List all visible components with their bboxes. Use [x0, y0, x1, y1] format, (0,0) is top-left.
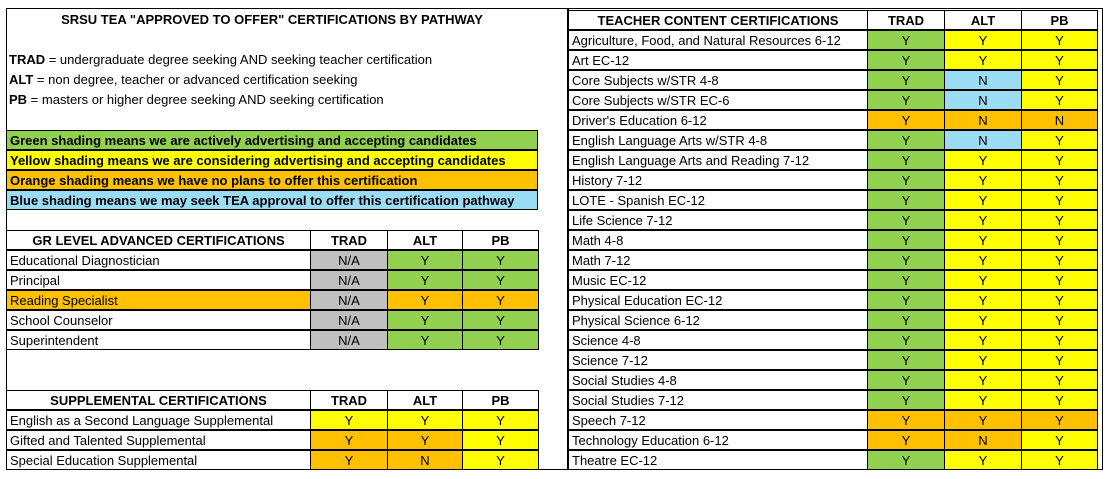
row-pb-value: Y [1021, 190, 1098, 210]
row-name: Technology Education 6-12 [568, 430, 868, 450]
row-trad-value: Y [867, 190, 945, 210]
row-name: History 7-12 [568, 170, 868, 190]
row-trad-value: Y [310, 430, 388, 450]
row-pb-value: Y [462, 250, 539, 270]
row-trad-value: Y [867, 270, 945, 290]
row-pb-value: Y [1021, 170, 1098, 190]
row-trad-value: N/A [310, 310, 388, 330]
row-pb-value: Y [1021, 330, 1098, 350]
row-pb-value: Y [462, 310, 539, 330]
row-trad-value: Y [867, 150, 945, 170]
row-trad-value: Y [867, 130, 945, 150]
row-name: English as a Second Language Supplemental [6, 410, 311, 430]
row-pb-value: Y [1021, 50, 1098, 70]
row-name: School Counselor [6, 310, 311, 330]
legend-orange: Orange shading means we have no plans to offer this certification [6, 170, 538, 190]
row-name: Superintendent [6, 330, 311, 350]
row-name: Social Studies 7-12 [568, 390, 868, 410]
row-alt-value: Y [944, 30, 1022, 50]
row-pb-value: Y [1021, 150, 1098, 170]
row-name: Science 7-12 [568, 350, 868, 370]
row-alt-value: Y [387, 430, 463, 450]
row-pb-value: Y [462, 330, 539, 350]
row-name: English Language Arts w/STR 4-8 [568, 130, 868, 150]
row-pb-value: Y [462, 290, 539, 310]
definition-pb [6, 90, 566, 110]
row-trad-value: Y [867, 410, 945, 430]
legend-green: Green shading means we are actively advertising and accepting candidates [6, 130, 538, 150]
row-pb-value: Y [462, 270, 539, 290]
row-alt-value: Y [944, 210, 1022, 230]
row-alt-value: Y [944, 450, 1022, 470]
row-alt-value: N [944, 70, 1022, 90]
row-name: Educational Diagnostician [6, 250, 311, 270]
row-name: Principal [6, 270, 311, 290]
row-trad-value: Y [867, 430, 945, 450]
row-pb-value: Y [462, 410, 539, 430]
definition-alt [6, 70, 566, 90]
row-trad-value: Y [867, 350, 945, 370]
row-trad-value: Y [867, 210, 945, 230]
row-alt-value: Y [944, 250, 1022, 270]
row-name: Life Science 7-12 [568, 210, 868, 230]
row-name: Agriculture, Food, and Natural Resources 6-12 [568, 30, 868, 50]
row-pb-value: Y [1021, 270, 1098, 290]
row-alt-value: Y [944, 330, 1022, 350]
row-alt-value: N [387, 450, 463, 470]
legend-blue: Blue shading means we may seek TEA approval to offer this certification pathway [6, 190, 538, 210]
definition-text: = non degree, teacher or advanced certification seeking [33, 72, 358, 87]
row-name: Theatre EC-12 [568, 450, 868, 470]
row-pb-value: Y [1021, 30, 1098, 50]
row-alt-value: Y [944, 50, 1022, 70]
row-trad-value: N/A [310, 290, 388, 310]
row-trad-value: Y [867, 230, 945, 250]
row-name: Driver's Education 6-12 [568, 110, 868, 130]
header-pb: PB [462, 390, 539, 410]
row-name: LOTE - Spanish EC-12 [568, 190, 868, 210]
row-pb-value: Y [462, 450, 539, 470]
row-alt-value: Y [944, 190, 1022, 210]
row-trad-value: N/A [310, 330, 388, 350]
row-trad-value: Y [867, 310, 945, 330]
row-alt-value: Y [387, 330, 463, 350]
row-pb-value: N [1021, 110, 1098, 130]
row-alt-value: Y [387, 270, 463, 290]
row-pb-value: Y [1021, 290, 1098, 310]
row-trad-value: Y [867, 110, 945, 130]
row-name: Special Education Supplemental [6, 450, 311, 470]
row-pb-value: Y [1021, 410, 1098, 430]
row-trad-value: Y [867, 330, 945, 350]
row-trad-value: Y [867, 250, 945, 270]
row-alt-value: Y [944, 230, 1022, 250]
header-name: TEACHER CONTENT CERTIFICATIONS [568, 10, 868, 30]
row-alt-value: Y [944, 270, 1022, 290]
row-trad-value: Y [867, 390, 945, 410]
definition-text: = masters or higher degree seeking AND seeking certification [27, 92, 384, 107]
row-alt-value: Y [387, 310, 463, 330]
row-alt-value: N [944, 430, 1022, 450]
row-trad-value: Y [867, 290, 945, 310]
row-pb-value: Y [1021, 350, 1098, 370]
row-alt-value: Y [387, 410, 463, 430]
row-alt-value: N [944, 130, 1022, 150]
definition-term: PB [9, 92, 28, 107]
row-name: Math 7-12 [568, 250, 868, 270]
row-name: Physical Science 6-12 [568, 310, 868, 330]
row-alt-value: Y [944, 150, 1022, 170]
row-alt-value: Y [944, 410, 1022, 430]
row-name: Speech 7-12 [568, 410, 868, 430]
row-name: Core Subjects w/STR EC-6 [568, 90, 868, 110]
row-name: Science 4-8 [568, 330, 868, 350]
row-name: Physical Education EC-12 [568, 290, 868, 310]
row-name: Social Studies 4-8 [568, 370, 868, 390]
row-name: Reading Specialist [6, 290, 311, 310]
row-alt-value: Y [944, 390, 1022, 410]
row-trad-value: Y [867, 170, 945, 190]
row-pb-value: Y [1021, 430, 1098, 450]
row-name: Core Subjects w/STR 4-8 [568, 70, 868, 90]
row-pb-value: Y [1021, 210, 1098, 230]
row-trad-value: Y [867, 90, 945, 110]
row-pb-value: Y [1021, 310, 1098, 330]
header-alt: ALT [387, 390, 463, 410]
definition-text: = undergraduate degree seeking AND seeking teacher certification [45, 52, 433, 67]
header-pb: PB [462, 230, 539, 250]
row-pb-value: Y [1021, 370, 1098, 390]
row-alt-value: Y [944, 310, 1022, 330]
row-alt-value: Y [944, 350, 1022, 370]
row-pb-value: Y [1021, 230, 1098, 250]
row-alt-value: Y [944, 170, 1022, 190]
row-name: Gifted and Talented Supplemental [6, 430, 311, 450]
row-name: Art EC-12 [568, 50, 868, 70]
row-alt-value: N [944, 90, 1022, 110]
row-pb-value: Y [1021, 90, 1098, 110]
row-pb-value: Y [1021, 70, 1098, 90]
row-trad-value: Y [310, 410, 388, 430]
definition-term: TRAD [9, 52, 46, 67]
row-trad-value: Y [867, 50, 945, 70]
row-trad-value: Y [867, 30, 945, 50]
header-name: SUPPLEMENTAL CERTIFICATIONS [6, 390, 311, 410]
page-title: SRSU TEA "APPROVED TO OFFER" CERTIFICATIONS BY PATHWAY [61, 12, 483, 27]
row-alt-value: Y [944, 290, 1022, 310]
row-name: Math 4-8 [568, 230, 868, 250]
row-trad-value: Y [310, 450, 388, 470]
row-pb-value: Y [1021, 450, 1098, 470]
row-trad-value: N/A [310, 270, 388, 290]
row-alt-value: Y [944, 370, 1022, 390]
row-alt-value: N [944, 110, 1022, 130]
row-trad-value: Y [867, 370, 945, 390]
row-alt-value: Y [387, 290, 463, 310]
row-pb-value: Y [1021, 130, 1098, 150]
legend-yellow: Yellow shading means we are considering advertising and accepting candidates [6, 150, 538, 170]
header-alt: ALT [387, 230, 463, 250]
row-trad-value: Y [867, 70, 945, 90]
row-name: English Language Arts and Reading 7-12 [568, 150, 868, 170]
row-trad-value: N/A [310, 250, 388, 270]
header-alt: ALT [944, 10, 1022, 30]
definition-term: ALT [9, 72, 34, 87]
row-trad-value: Y [867, 450, 945, 470]
header-pb: PB [1021, 10, 1098, 30]
row-pb-value: Y [1021, 390, 1098, 410]
header-name: GR LEVEL ADVANCED CERTIFICATIONS [6, 230, 311, 250]
header-trad: TRAD [310, 390, 388, 410]
row-alt-value: Y [387, 250, 463, 270]
definition-trad [6, 50, 566, 70]
header-trad: TRAD [310, 230, 388, 250]
row-pb-value: Y [462, 430, 539, 450]
row-name: Music EC-12 [568, 270, 868, 290]
header-trad: TRAD [867, 10, 945, 30]
row-pb-value: Y [1021, 250, 1098, 270]
